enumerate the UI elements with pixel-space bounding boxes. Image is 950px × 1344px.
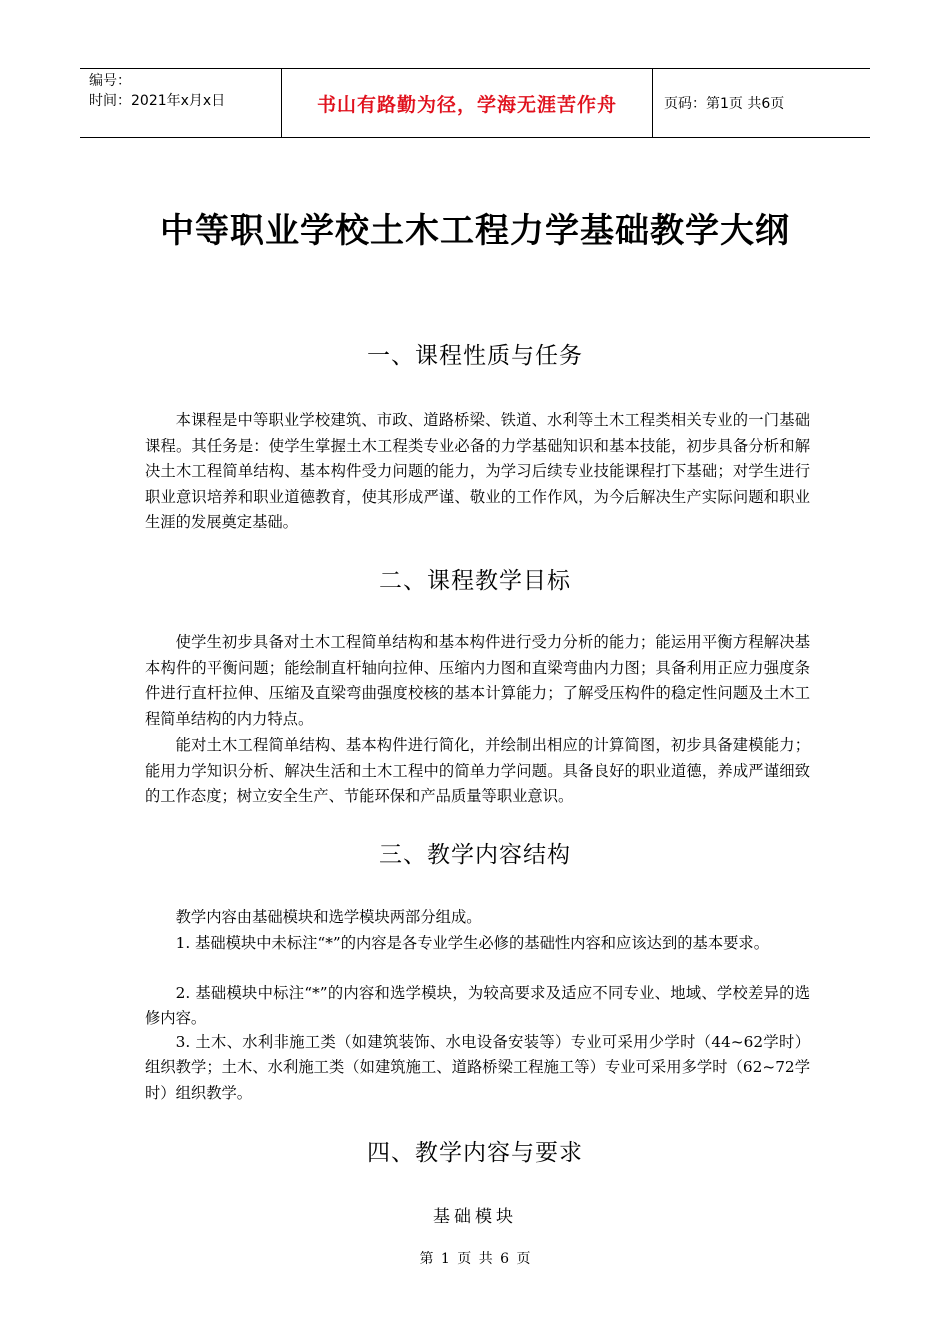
- section-heading-1: 一、课程性质与任务: [367, 343, 583, 369]
- section-1-paragraph-1: 本课程是中等职业学校建筑、市政、道路桥梁、铁道、水利等土木工程类相关专业的一门基础课程。其任务是：使学生掌握土木工程类专业必备的力学基础知识和基本技能，初步具备分析和解决土木工程简单结构、基本构件受力问题的能力，为学习后续专业技能课程打下基础；对学生进行职业意识培养和职业道德教育，使其形成严谨、敬业的工作作风，为今后解决生产实际问题和职业生涯的发展奠定基础。: [145, 411, 810, 532]
- section-3-paragraph-4: 3. 土木、水利非施工类（如建筑装饰、水电设备安装等）专业可采用少学时（44~62学时）组织教学；土木、水利施工类（如建筑施工、道路桥梁工程施工等）专业可采用多学时（62~72学时）组织教学。: [145, 1033, 810, 1102]
- document-header: [80, 68, 870, 138]
- header-number-label: 编号：: [89, 73, 131, 89]
- section-2-paragraph-1: 使学生初步具备对土木工程简单结构和基本构件进行受力分析的能力；能运用平衡方程解决基本构件的平衡问题；能绘制直杆轴向拉伸、压缩内力图和直梁弯曲内力图；具备利用正应力强度条件进行直杆拉伸、压缩及直梁弯曲强度校核的基本计算能力；了解受压构件的稳定性问题及土木工程简单结构的内力特点。: [145, 633, 810, 728]
- section-heading-4: 四、教学内容与要求: [367, 1140, 583, 1166]
- section-heading-2: 二、课程教学目标: [379, 568, 571, 594]
- section-3-paragraph-3: 2. 基础模块中标注“*”的内容和选学模块，为较高要求及适应不同专业、地域、学校差异的选修内容。: [145, 984, 810, 1028]
- section-3-paragraph-1: 教学内容由基础模块和选学模块两部分组成。: [175, 908, 482, 926]
- section-heading-3: 三、教学内容结构: [379, 842, 571, 868]
- document-title: 中等职业学校土木工程力学基础教学大纲: [160, 211, 790, 251]
- header-meta: [80, 69, 281, 137]
- header-page-code: 页码：第1页 共6页: [664, 96, 785, 112]
- section-2-paragraph-2: 能对土木工程简单结构、基本构件进行简化，并绘制出相应的计算简图，初步具备建模能力；能用力学知识分析、解决生活和土木工程中的简单力学问题。具备良好的职业道德，养成严谨细致的工作态度；树立安全生产、节能环保和产品质量等职业意识。: [145, 736, 810, 806]
- section-3-paragraph-2: 1. 基础模块中未标注“*”的内容是各专业学生必修的基础性内容和应该达到的基本要求。: [175, 934, 770, 952]
- header-time-label: 时间：2021年x月x日: [89, 93, 226, 109]
- section-4-subheading: 基础模块: [433, 1207, 517, 1227]
- page-footer: 第 1 页 共 6 页: [419, 1251, 531, 1267]
- header-motto: 书山有路勤为径，学海无涯苦作舟: [281, 69, 653, 137]
